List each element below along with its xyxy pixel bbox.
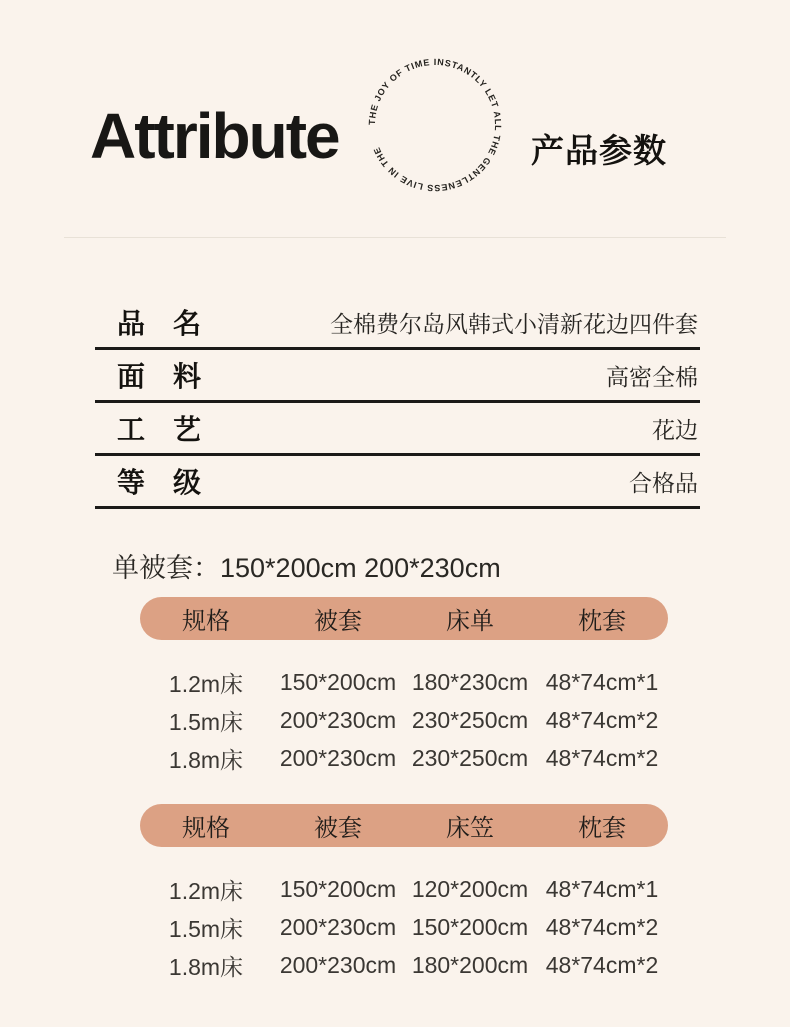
cell-flat-sheet: 180*230cm — [411, 668, 529, 695]
column-header-pillowcase: 枕套 — [578, 815, 626, 842]
cell-pillowcase: 48*74cm*2 — [545, 951, 659, 978]
circular-slogan-text: THE JOY OF TIME INSTANTLY LET ALL THE GENTLENESS LIVE IN THE — [366, 56, 504, 194]
cell-fitted-sheet: 150*200cm — [411, 913, 529, 940]
column-header-duvet-cover: 被套 — [314, 608, 362, 635]
spec-table-header — [140, 597, 668, 640]
attribute-list — [95, 297, 700, 509]
table-row — [140, 908, 668, 946]
cell-duvet-cover: 200*230cm — [279, 913, 397, 940]
column-header-fitted-sheet: 床笠 — [446, 815, 494, 842]
attribute-row-name — [95, 297, 700, 350]
column-header-flat-sheet: 床单 — [446, 608, 494, 635]
spec-table-header — [140, 804, 668, 847]
cell-duvet-cover: 200*230cm — [279, 951, 397, 978]
cell-flat-sheet: 230*250cm — [411, 744, 529, 771]
cell-bed-size: 1.5m床 — [168, 915, 244, 942]
cell-duvet-cover: 150*200cm — [279, 875, 397, 902]
table-row — [140, 870, 668, 908]
cell-bed-size: 1.8m床 — [168, 953, 244, 980]
circular-slogan-badge — [360, 50, 510, 200]
page-title-en: Attribute — [90, 100, 339, 172]
page-title-cn: 产品参数 — [531, 132, 667, 169]
cell-flat-sheet: 230*250cm — [411, 706, 529, 733]
cell-bed-size: 1.5m床 — [168, 708, 244, 735]
svg-text:THE JOY OF TIME INSTANTLY LET — [367, 57, 503, 193]
attribute-row-fabric — [95, 350, 700, 403]
attribute-value: 花边 — [652, 416, 698, 443]
table-row — [140, 701, 668, 739]
attribute-label: 面 料 — [117, 361, 202, 392]
spec-table-body — [140, 870, 668, 984]
attribute-row-craft — [95, 403, 700, 456]
spec-table-sheet — [140, 597, 668, 777]
attribute-label: 等 级 — [117, 467, 202, 498]
column-header-duvet-cover: 被套 — [314, 815, 362, 842]
cell-fitted-sheet: 120*200cm — [411, 875, 529, 902]
column-header-pillowcase: 枕套 — [578, 608, 626, 635]
column-header-spec: 规格 — [182, 815, 230, 842]
spec-table-fitted — [140, 804, 668, 984]
attribute-label: 工 艺 — [117, 414, 202, 445]
cell-pillowcase: 48*74cm*1 — [545, 875, 659, 902]
cell-pillowcase: 48*74cm*2 — [545, 706, 659, 733]
attribute-value: 合格品 — [629, 469, 698, 496]
column-header-spec: 规格 — [182, 608, 230, 635]
cell-pillowcase: 48*74cm*2 — [545, 913, 659, 940]
cell-bed-size: 1.8m床 — [168, 746, 244, 773]
table-row — [140, 663, 668, 701]
cell-pillowcase: 48*74cm*2 — [545, 744, 659, 771]
attribute-value: 高密全棉 — [606, 363, 698, 390]
cell-fitted-sheet: 180*200cm — [411, 951, 529, 978]
spec-table-body — [140, 663, 668, 777]
duvet-size-note: 单被套：150*200cm 200*230cm — [112, 553, 501, 583]
cell-duvet-cover: 200*230cm — [279, 706, 397, 733]
header-divider — [64, 237, 726, 238]
cell-duvet-cover: 150*200cm — [279, 668, 397, 695]
cell-bed-size: 1.2m床 — [168, 670, 244, 697]
attribute-row-grade — [95, 456, 700, 509]
attribute-label: 品 名 — [117, 308, 202, 339]
cell-duvet-cover: 200*230cm — [279, 744, 397, 771]
attribute-value: 全棉费尔岛风韩式小清新花边四件套 — [330, 310, 698, 337]
cell-pillowcase: 48*74cm*1 — [545, 668, 659, 695]
cell-bed-size: 1.2m床 — [168, 877, 244, 904]
table-row — [140, 739, 668, 777]
table-row — [140, 946, 668, 984]
